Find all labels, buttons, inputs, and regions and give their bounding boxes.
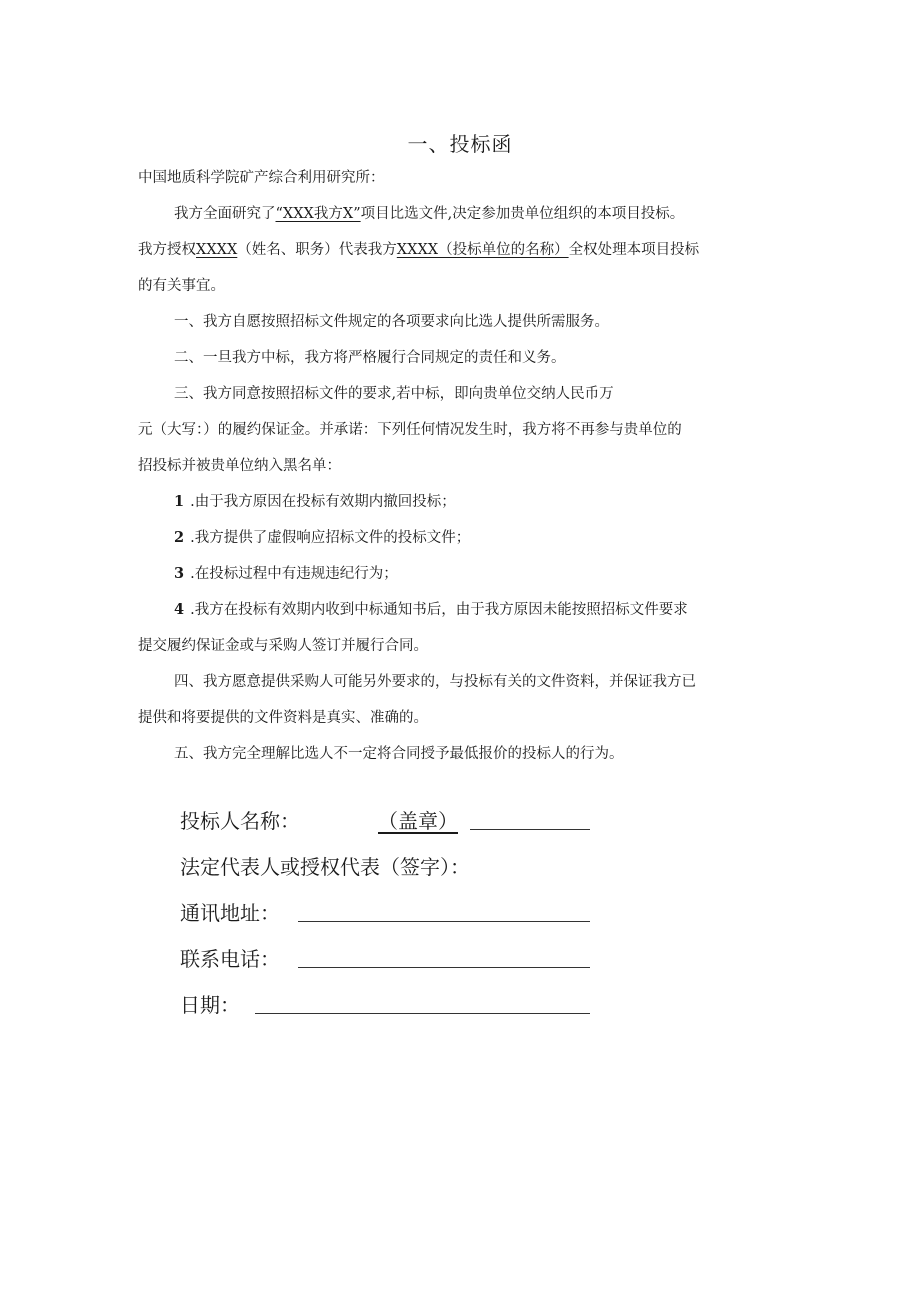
intro-line-1 — [138, 196, 788, 232]
clause-5: 五、我方完全理解比选人不一定将合同授予最低报价的投标人的行为。 — [174, 746, 624, 762]
list-item — [138, 592, 788, 628]
date-label: 日期： — [180, 993, 240, 1017]
list-item — [138, 520, 788, 556]
list-item-4-continuation: 提交履约保证金或与采购人签订并履行合同。 — [138, 638, 428, 654]
list-item-text: .在投标过程中有违规违纪行为； — [190, 566, 398, 582]
intro-line2-part1: 我方授权 — [138, 242, 196, 258]
letter-body — [138, 160, 788, 772]
address-row — [180, 890, 470, 936]
clause-3-line-3: 招投标并被贵单位纳入黑名单： — [138, 458, 341, 474]
project-name: “XXX我方X” — [275, 206, 361, 222]
seal-label: （盖章） — [378, 809, 458, 833]
list-item-text: .我方提供了虚假响应招标文件的投标文件； — [190, 530, 471, 546]
page-title: 一、投标函 — [407, 132, 513, 156]
bidder-name-row — [180, 798, 470, 844]
bidder-name-label: 投标人名称： — [180, 809, 300, 833]
clause-3-line-1: 三、我方同意按照招标文件的要求,若中标，即向贵单位交纳人民币万 — [174, 386, 614, 402]
signature-block — [180, 798, 470, 1028]
phone-line — [298, 967, 590, 968]
list-item — [138, 484, 788, 520]
list-item-text: .由于我方原因在投标有效期内撤回投标； — [190, 494, 456, 510]
unit-name: XXXX（投标单位的名称） — [396, 242, 569, 258]
address-label: 通讯地址： — [180, 901, 280, 925]
list-item-number: 2 — [174, 529, 185, 546]
list-item-text: .我方在投标有效期内收到中标通知书后，由于我方原因未能按照招标文件要求 — [190, 602, 688, 618]
phone-label: 联系电话： — [180, 947, 280, 971]
list-item-number: 3 — [174, 565, 185, 582]
clause-4-line-1: 四、我方愿意提供采购人可能另外要求的，与投标有关的文件资料，并保证我方已 — [174, 674, 696, 690]
list-item — [138, 556, 788, 592]
intro-part1: 我方全面研究了 — [174, 206, 276, 222]
rep-name: XXXX — [196, 242, 238, 258]
list-item-number: 4 — [174, 601, 185, 618]
address-line — [298, 921, 590, 922]
phone-row — [180, 936, 470, 982]
intro-line-2 — [138, 232, 788, 268]
clause-2: 二、一旦我方中标，我方将严格履行合同规定的责任和义务。 — [174, 350, 566, 366]
intro-line2-part3: 全权处理本项目投标 — [568, 242, 700, 258]
intro-line2-part2: （姓名、职务）代表我方 — [237, 242, 397, 258]
clause-4-line-2: 提供和将要提供的文件资料是真实、准确的。 — [138, 710, 428, 726]
representative-row — [180, 844, 470, 890]
representative-label: 法定代表人或授权代表（签字）： — [180, 855, 470, 879]
clause-1: 一、我方自愿按照招标文件规定的各项要求向比选人提供所需服务。 — [174, 314, 609, 330]
clause-3-line-2: 元（大写：）的履约保证金。并承诺：下列任何情况发生时，我方将不再参与贵单位的 — [138, 422, 682, 438]
date-row — [180, 982, 470, 1028]
intro-line-3: 的有关事宜。 — [138, 278, 225, 294]
list-item-number: 1 — [174, 493, 185, 510]
date-line — [255, 1013, 590, 1014]
addressee: 中国地质科学院矿产综合利用研究所： — [138, 170, 385, 186]
bidder-name-line — [470, 829, 590, 830]
intro-part2: 项目比选文件,决定参加贵单位组织的本项目投标。 — [360, 206, 685, 222]
